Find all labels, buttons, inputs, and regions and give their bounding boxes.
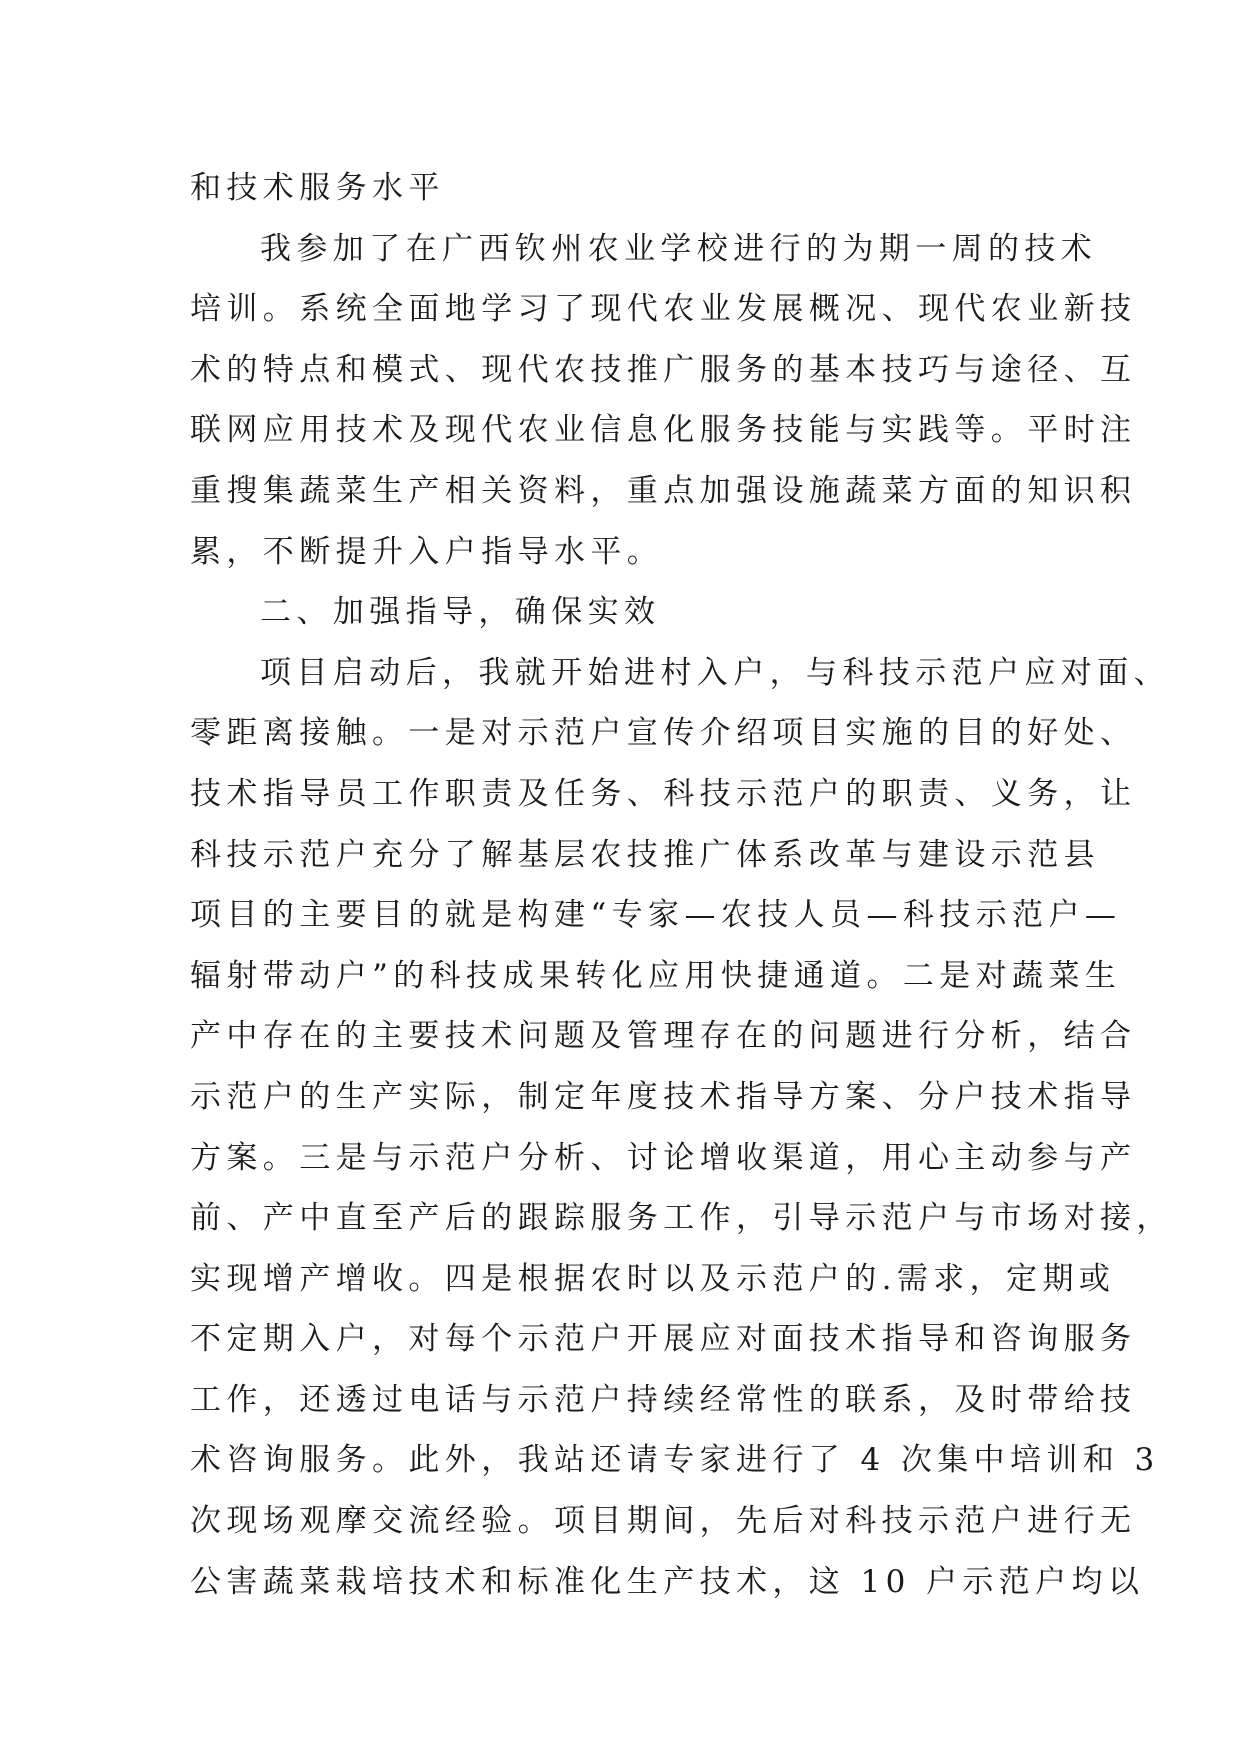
text-line-1: 和技术服务水平 — [190, 170, 445, 206]
text-line-4: 术的特点和模式、现代农技推广服务的基本技巧与途径、互 — [190, 351, 1137, 388]
section-heading: 二、加强指导，确保实效 — [260, 594, 661, 631]
text-line-10: 零距离接触。一是对示范户宣传介绍项目实施的目的好处、 — [190, 715, 1137, 752]
text-line-5: 联网应用技术及现代农业信息化服务技能与实践等。平时注 — [190, 412, 1137, 449]
text-line-19: 实现增产增收。四是根据农时以及示范户的.需求，定期或 — [190, 1260, 1116, 1297]
document-body — [190, 158, 1173, 1612]
text-line-17: 方案。三是与示范户分析、讨论增收渠道，用心主动参与产 — [190, 1139, 1137, 1176]
text-line-16: 示范户的生产实际，制定年度技术指导方案、分户技术指导 — [190, 1078, 1137, 1115]
text-line-14: 辐射带动户”的科技成果转化应用快捷通道。二是对蔬菜生 — [190, 957, 1122, 994]
text-line-23: 次现场观摩交流经验。项目期间，先后对科技示范户进行无 — [190, 1503, 1137, 1540]
text-line-12: 科技示范户充分了解基层农技推广体系改革与建设示范县 — [190, 836, 1100, 873]
text-line-7: 累，不断提升入户指导水平。 — [190, 533, 664, 570]
text-line-20: 不定期入户，对每个示范户开展应对面技术指导和咨询服务 — [190, 1321, 1137, 1358]
text-line-11: 技术指导员工作职责及任务、科技示范户的职责、义务，让 — [190, 775, 1137, 812]
text-line-24: 公害蔬菜栽培技术和标准化生产技术，这 10 户示范户均以 — [190, 1563, 1145, 1600]
text-line-6: 重搜集蔬菜生产相关资料，重点加强设施蔬菜方面的知识积 — [190, 472, 1137, 509]
text-line-18: 前、产中直至产后的跟踪服务工作，引导示范户与市场对接， — [190, 1200, 1173, 1237]
text-line-9: 项目启动后，我就开始进村入户，与科技示范户应对面、 — [260, 654, 1170, 691]
text-line-15: 产中存在的主要技术问题及管理存在的问题进行分析，结合 — [190, 1018, 1137, 1055]
text-line-2: 我参加了在广西钦州农业学校进行的为期一周的技术 — [260, 230, 1098, 267]
text-line-21: 工作，还透过电话与示范户持续经常性的联系，及时带给技 — [190, 1381, 1137, 1418]
text-line-13: 项目的主要目的就是构建“专家—农技人员—科技示范户— — [190, 897, 1122, 934]
text-line-3: 培训。系统全面地学习了现代农业发展概况、现代农业新技 — [190, 291, 1137, 328]
text-line-22: 术咨询服务。此外，我站还请专家进行了 4 次集中培训和 3 — [190, 1442, 1160, 1479]
